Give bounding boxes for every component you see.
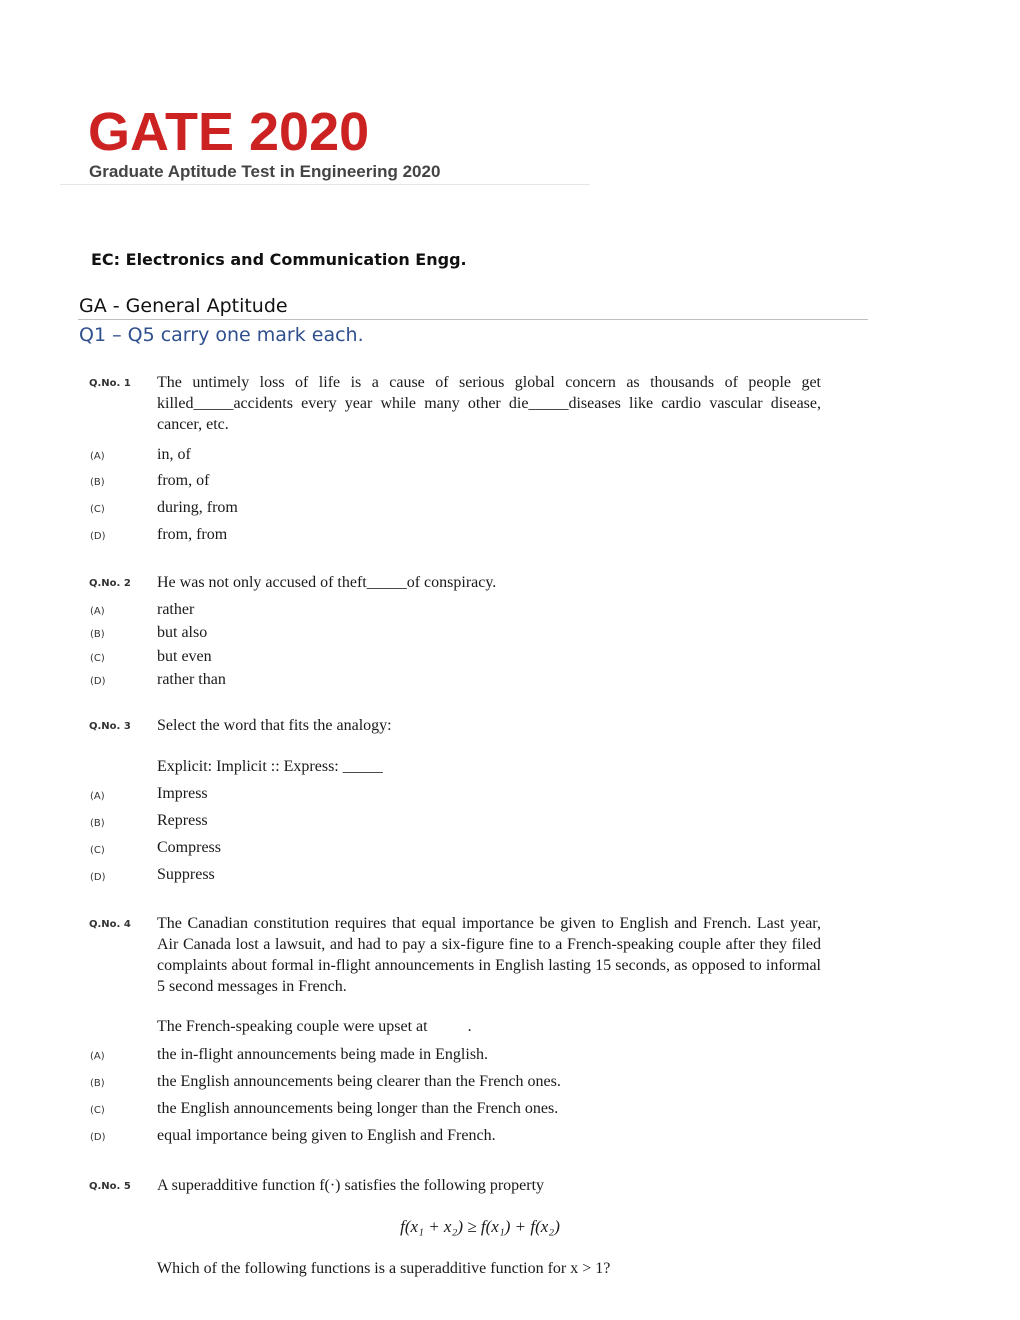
option-text: but even [157,648,212,665]
option-label: (D) [90,676,106,687]
gate-title: GATE 2020 [88,102,370,162]
option-text: equal importance being given to English and French. [157,1127,496,1144]
option-label: (A) [90,606,105,617]
option-text: Suppress [157,866,215,883]
question-number: Q.No. 5 [89,1181,131,1192]
option-text: rather than [157,671,226,688]
section-divider [78,319,868,320]
option-text: Repress [157,812,208,829]
option-text: from, from [157,526,228,543]
question-text: The untimely loss of life is a cause of serious global concern as thousands of people get killed_____accidents every year while many other die_____diseases like cardio vascular disease, cancer, etc. [157,374,821,433]
option-text: the English announcements being longer than the French ones. [157,1100,559,1117]
option-label: (B) [90,629,105,640]
option-label: (A) [90,451,105,462]
question-text: Select the word that fits the analogy: [157,717,392,734]
question-text: He was not only accused of theft_____of conspiracy. [157,574,497,591]
option-text: during, from [157,499,238,516]
marks-note: Q1 – Q5 carry one mark each. [79,324,364,346]
option-label: (A) [90,1051,105,1062]
question-text: The Canadian constitution requires that equal importance be given to English and French. Last year, Air Canada lost a lawsuit, and had to pay a six-figure fine to a French-speaking couple after they filed complaints about formal in-flight announcements in English lasting 15 seconds, as opposed to informal 5 second messages in French. [157,915,821,995]
section-title: GA - General Aptitude [79,295,288,317]
question-text: A superadditive function f(·) satisfies the following property [157,1177,545,1194]
option-text: but also [157,624,208,641]
option-label: (B) [90,1078,105,1089]
option-label: (C) [90,653,105,664]
question-number: Q.No. 1 [89,378,131,389]
option-text: the English announcements being clearer than the French ones. [157,1073,561,1090]
paper-code: EC: Electronics and Communication Engg. [91,250,467,269]
option-text: from, of [157,472,210,489]
option-text: the in-flight announcements being made in English. [157,1046,489,1063]
option-label: (C) [90,1105,105,1116]
option-label: (D) [90,531,106,542]
option-label: (A) [90,791,105,802]
question-subtext: The French-speaking couple were upset at . [157,1018,472,1035]
subtitle-divider [60,184,590,185]
question-subtext: Explicit: Implicit :: Express: _____ [157,758,383,775]
option-text: in, of [157,446,191,463]
superadditive-formula: f(x₁ + x₂) ≥ f(x₁) + f(x₂) [400,1217,560,1236]
question-number: Q.No. 2 [89,578,131,589]
question-number: Q.No. 3 [89,721,131,732]
option-text: Compress [157,839,221,856]
option-text: rather [157,601,195,618]
option-label: (D) [90,1132,106,1143]
option-label: (C) [90,845,105,856]
gate-subtitle: Graduate Aptitude Test in Engineering 2020 [89,162,441,181]
option-label: (D) [90,872,106,883]
option-label: (C) [90,504,105,515]
option-label: (B) [90,818,105,829]
option-label: (B) [90,477,105,488]
option-text: Impress [157,785,208,802]
question-number: Q.No. 4 [89,919,131,930]
question-subtext: Which of the following functions is a superadditive function for x > 1? [157,1260,611,1277]
